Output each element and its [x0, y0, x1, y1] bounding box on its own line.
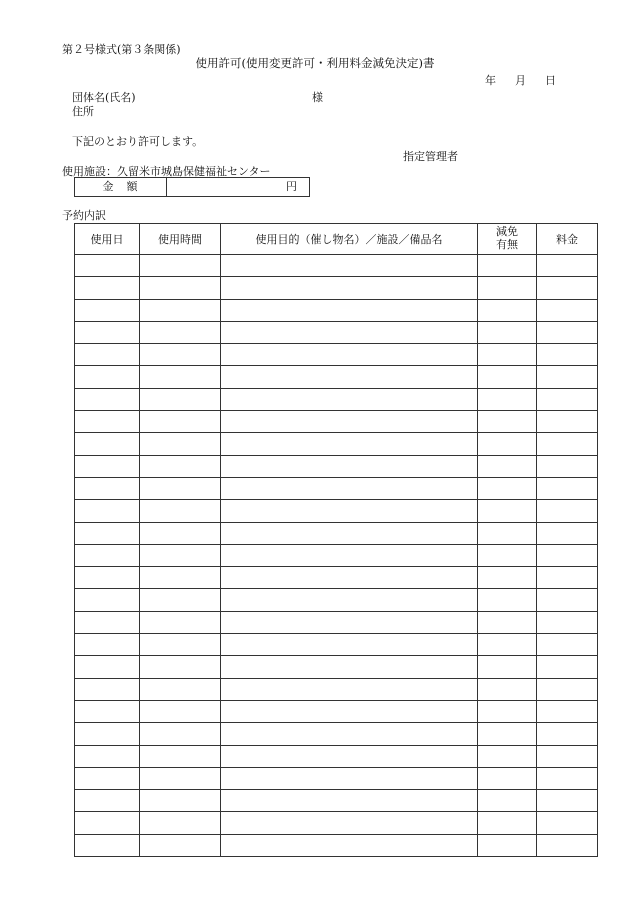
exemption-cell[interactable] — [478, 700, 537, 722]
purpose-cell[interactable] — [221, 700, 478, 722]
time-cell[interactable] — [140, 255, 221, 277]
table-row — [75, 366, 598, 388]
table-header-row — [75, 224, 598, 255]
date-cell[interactable] — [75, 299, 140, 321]
exemption-cell[interactable] — [478, 544, 537, 566]
date-cell[interactable] — [75, 812, 140, 834]
column-header-purpose: 使用目的（催し物名）／施設／備品名 — [221, 224, 478, 255]
time-cell[interactable] — [140, 790, 221, 812]
table-row — [75, 433, 598, 455]
fee-cell[interactable] — [537, 321, 598, 343]
fee-cell[interactable] — [537, 500, 598, 522]
date-cell[interactable] — [75, 411, 140, 433]
exemption-cell[interactable] — [478, 277, 537, 299]
exemption-cell[interactable] — [478, 834, 537, 856]
table-row — [75, 344, 598, 366]
fee-cell[interactable] — [537, 344, 598, 366]
date-cell[interactable] — [75, 500, 140, 522]
time-cell[interactable] — [140, 589, 221, 611]
permission-notice: 下記のとおり許可します。 — [72, 135, 204, 148]
designated-manager-label: 指定管理者 — [403, 150, 458, 163]
time-cell[interactable] — [140, 388, 221, 410]
column-header-exemption: 減免 有無 — [478, 224, 537, 255]
purpose-cell[interactable] — [221, 834, 478, 856]
date-cell[interactable] — [75, 767, 140, 789]
purpose-cell[interactable] — [221, 255, 478, 277]
time-cell[interactable] — [140, 277, 221, 299]
time-cell[interactable] — [140, 812, 221, 834]
fee-cell[interactable] — [537, 812, 598, 834]
date-day-label: 日 — [545, 74, 556, 87]
table-row — [75, 723, 598, 745]
amount-box — [74, 177, 310, 197]
time-cell[interactable] — [140, 500, 221, 522]
facility-label: 使用施設：久留米市城島保健福祉センター — [62, 165, 271, 178]
purpose-cell[interactable] — [221, 388, 478, 410]
fee-cell[interactable] — [537, 411, 598, 433]
purpose-cell[interactable] — [221, 767, 478, 789]
purpose-cell[interactable] — [221, 366, 478, 388]
date-cell[interactable] — [75, 433, 140, 455]
time-cell[interactable] — [140, 411, 221, 433]
date-cell[interactable] — [75, 656, 140, 678]
fee-cell[interactable] — [537, 255, 598, 277]
exemption-cell[interactable] — [478, 723, 537, 745]
exemption-cell[interactable] — [478, 321, 537, 343]
reservation-breakdown-label: 予約内訳 — [62, 209, 106, 222]
date-cell[interactable] — [75, 700, 140, 722]
amount-label: 金額 — [75, 178, 167, 196]
table-row — [75, 790, 598, 812]
date-cell[interactable] — [75, 611, 140, 633]
column-header-time: 使用時間 — [140, 224, 221, 255]
date-month-label: 月 — [515, 74, 526, 87]
fee-cell[interactable] — [537, 678, 598, 700]
table-row — [75, 255, 598, 277]
exemption-cell[interactable] — [478, 299, 537, 321]
time-cell[interactable] — [140, 433, 221, 455]
table-row — [75, 634, 598, 656]
form-number: 第２号様式(第３条関係) — [62, 43, 181, 56]
table-row — [75, 388, 598, 410]
purpose-cell[interactable] — [221, 745, 478, 767]
purpose-cell[interactable] — [221, 589, 478, 611]
address-label: 住所 — [72, 105, 94, 118]
fee-cell[interactable] — [537, 567, 598, 589]
table-row — [75, 834, 598, 856]
time-cell[interactable] — [140, 700, 221, 722]
purpose-cell[interactable] — [221, 790, 478, 812]
purpose-cell[interactable] — [221, 634, 478, 656]
purpose-cell[interactable] — [221, 611, 478, 633]
table-row — [75, 767, 598, 789]
exemption-cell[interactable] — [478, 812, 537, 834]
date-cell[interactable] — [75, 723, 140, 745]
time-cell[interactable] — [140, 366, 221, 388]
exemption-cell[interactable] — [478, 255, 537, 277]
date-cell[interactable] — [75, 790, 140, 812]
table-row — [75, 678, 598, 700]
purpose-cell[interactable] — [221, 812, 478, 834]
time-cell[interactable] — [140, 544, 221, 566]
table-row — [75, 700, 598, 722]
date-cell[interactable] — [75, 522, 140, 544]
date-cell[interactable] — [75, 834, 140, 856]
purpose-cell[interactable] — [221, 455, 478, 477]
time-cell[interactable] — [140, 834, 221, 856]
amount-value-field[interactable]: 円 — [286, 180, 297, 193]
table-row — [75, 277, 598, 299]
purpose-cell[interactable] — [221, 567, 478, 589]
date-cell[interactable] — [75, 477, 140, 499]
date-cell[interactable] — [75, 388, 140, 410]
exemption-cell[interactable] — [478, 656, 537, 678]
table-row — [75, 299, 598, 321]
date-cell[interactable] — [75, 634, 140, 656]
table-row — [75, 611, 598, 633]
exemption-cell[interactable] — [478, 455, 537, 477]
fee-cell[interactable] — [537, 589, 598, 611]
time-cell[interactable] — [140, 299, 221, 321]
column-header-fee: 料金 — [537, 224, 598, 255]
date-cell[interactable] — [75, 567, 140, 589]
fee-cell[interactable] — [537, 388, 598, 410]
purpose-cell[interactable] — [221, 321, 478, 343]
exemption-cell[interactable] — [478, 790, 537, 812]
time-cell[interactable] — [140, 344, 221, 366]
time-cell[interactable] — [140, 567, 221, 589]
date-cell[interactable] — [75, 678, 140, 700]
date-year-label: 年 — [485, 74, 496, 87]
date-line — [485, 75, 556, 86]
time-cell[interactable] — [140, 477, 221, 499]
reservation-table — [74, 223, 598, 857]
time-cell[interactable] — [140, 634, 221, 656]
exemption-cell[interactable] — [478, 477, 537, 499]
fee-cell[interactable] — [537, 723, 598, 745]
date-cell[interactable] — [75, 589, 140, 611]
exemption-cell[interactable] — [478, 678, 537, 700]
exemption-cell[interactable] — [478, 500, 537, 522]
fee-cell[interactable] — [537, 767, 598, 789]
exemption-cell[interactable] — [478, 388, 537, 410]
time-cell[interactable] — [140, 611, 221, 633]
table-row — [75, 321, 598, 343]
table-row — [75, 745, 598, 767]
time-cell[interactable] — [140, 723, 221, 745]
exemption-cell[interactable] — [478, 589, 537, 611]
purpose-cell[interactable] — [221, 277, 478, 299]
purpose-cell[interactable] — [221, 723, 478, 745]
fee-cell[interactable] — [537, 790, 598, 812]
fee-cell[interactable] — [537, 544, 598, 566]
table-row — [75, 411, 598, 433]
exemption-cell[interactable] — [478, 567, 537, 589]
purpose-cell[interactable] — [221, 678, 478, 700]
fee-cell[interactable] — [537, 634, 598, 656]
date-cell[interactable] — [75, 277, 140, 299]
fee-cell[interactable] — [537, 433, 598, 455]
date-cell[interactable] — [75, 255, 140, 277]
time-cell[interactable] — [140, 321, 221, 343]
fee-cell[interactable] — [537, 834, 598, 856]
fee-cell[interactable] — [537, 455, 598, 477]
table-row — [75, 455, 598, 477]
purpose-cell[interactable] — [221, 544, 478, 566]
table-row — [75, 656, 598, 678]
time-cell[interactable] — [140, 455, 221, 477]
date-cell[interactable] — [75, 366, 140, 388]
table-row — [75, 567, 598, 589]
document-title: 使用許可(使用変更許可・利用料金減免決定)書 — [195, 56, 435, 70]
purpose-cell[interactable] — [221, 500, 478, 522]
honorific-label: 様 — [312, 91, 323, 104]
exemption-cell[interactable] — [478, 767, 537, 789]
date-cell[interactable] — [75, 745, 140, 767]
table-row — [75, 477, 598, 499]
date-cell[interactable] — [75, 344, 140, 366]
time-cell[interactable] — [140, 745, 221, 767]
purpose-cell[interactable] — [221, 344, 478, 366]
time-cell[interactable] — [140, 767, 221, 789]
time-cell[interactable] — [140, 522, 221, 544]
fee-cell[interactable] — [537, 366, 598, 388]
exemption-cell[interactable] — [478, 634, 537, 656]
date-cell[interactable] — [75, 544, 140, 566]
table-row — [75, 812, 598, 834]
purpose-cell[interactable] — [221, 411, 478, 433]
purpose-cell[interactable] — [221, 656, 478, 678]
time-cell[interactable] — [140, 656, 221, 678]
table-row — [75, 544, 598, 566]
exemption-cell[interactable] — [478, 611, 537, 633]
time-cell[interactable] — [140, 678, 221, 700]
exemption-cell[interactable] — [478, 522, 537, 544]
column-header-date: 使用日 — [75, 224, 140, 255]
fee-cell[interactable] — [537, 611, 598, 633]
purpose-cell[interactable] — [221, 433, 478, 455]
group-name-label: 団体名(氏名) — [72, 91, 136, 104]
fee-cell[interactable] — [537, 299, 598, 321]
fee-cell[interactable] — [537, 522, 598, 544]
exemption-cell[interactable] — [478, 411, 537, 433]
date-cell[interactable] — [75, 321, 140, 343]
exemption-cell[interactable] — [478, 433, 537, 455]
fee-cell[interactable] — [537, 277, 598, 299]
table-row — [75, 522, 598, 544]
fee-cell[interactable] — [537, 700, 598, 722]
purpose-cell[interactable] — [221, 299, 478, 321]
date-cell[interactable] — [75, 455, 140, 477]
exemption-cell[interactable] — [478, 745, 537, 767]
exemption-cell[interactable] — [478, 366, 537, 388]
purpose-cell[interactable] — [221, 477, 478, 499]
table-row — [75, 500, 598, 522]
fee-cell[interactable] — [537, 477, 598, 499]
exemption-cell[interactable] — [478, 344, 537, 366]
purpose-cell[interactable] — [221, 522, 478, 544]
table-row — [75, 589, 598, 611]
fee-cell[interactable] — [537, 745, 598, 767]
fee-cell[interactable] — [537, 656, 598, 678]
